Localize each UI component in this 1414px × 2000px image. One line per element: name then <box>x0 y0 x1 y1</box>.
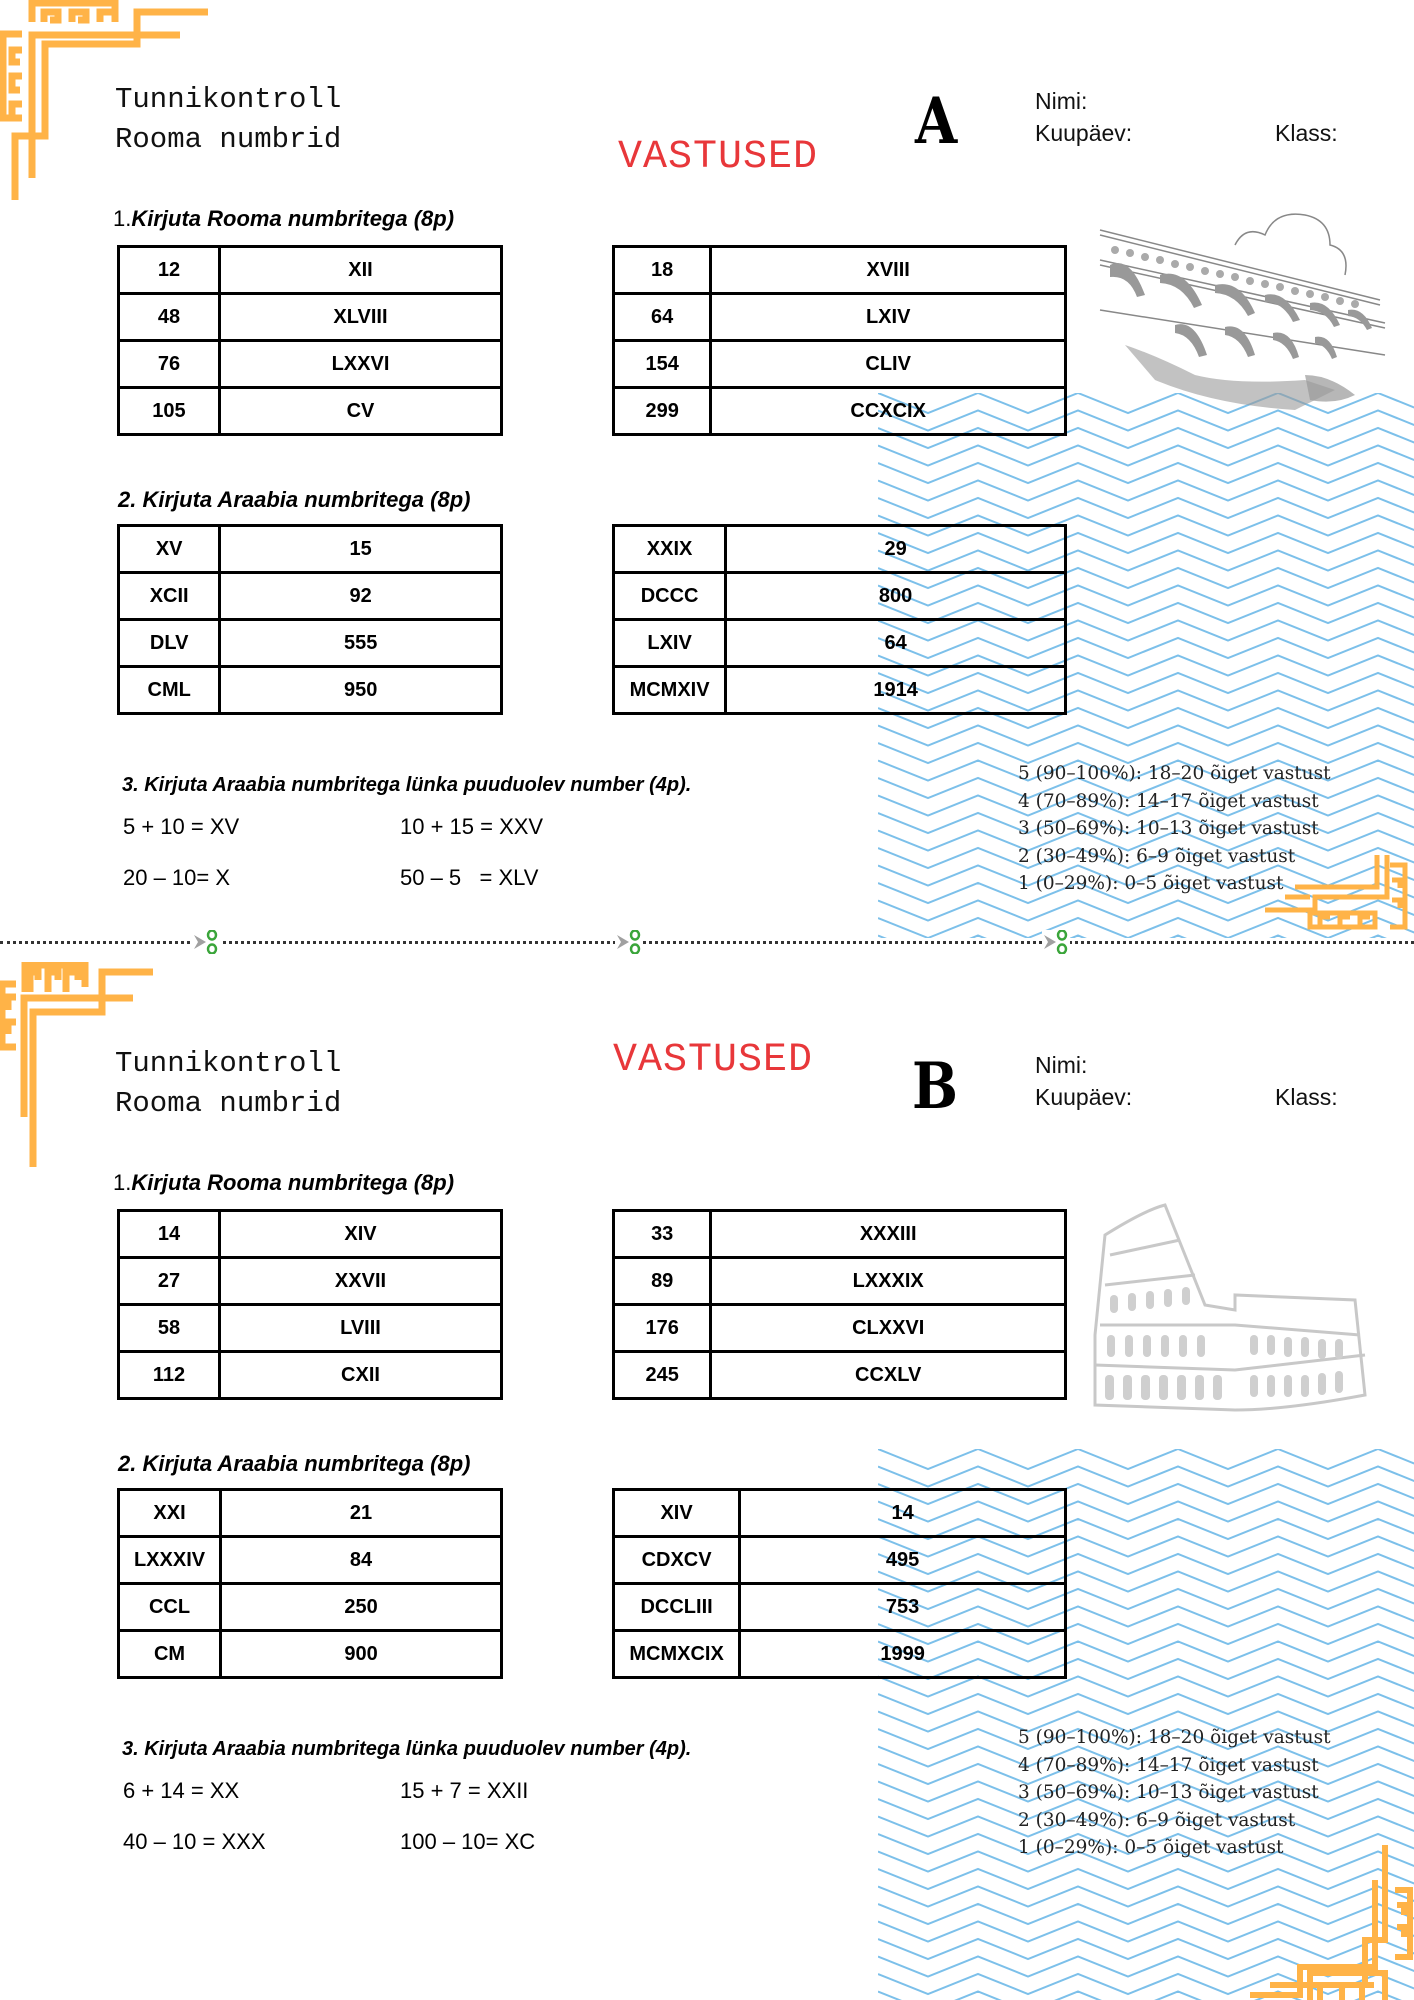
class-label: Klass: <box>1275 1084 1338 1110</box>
sheet-title <box>115 80 341 160</box>
answer-cell: XVIII <box>711 247 1066 294</box>
answer-cell: 950 <box>220 667 502 714</box>
prompt-cell: XIV <box>614 1490 740 1537</box>
answer-cell: 753 <box>740 1584 1066 1631</box>
table-row <box>614 1584 1066 1631</box>
table-row <box>119 620 502 667</box>
prompt-cell: CCL <box>119 1584 221 1631</box>
answer-cell: 14 <box>740 1490 1066 1537</box>
prompt-cell: 12 <box>119 247 220 294</box>
zigzag-line <box>878 481 1414 501</box>
equation: 20 – 10= X <box>123 865 231 890</box>
question-2-heading: 2. Kirjuta Araabia numbritega (8p) <box>118 1451 471 1476</box>
prompt-cell: XXI <box>119 1490 221 1537</box>
prompt-cell: 33 <box>614 1211 711 1258</box>
colosseum-illustration <box>1085 1195 1385 1420</box>
question-number: 1. <box>113 1170 132 1195</box>
answer-cell: CXII <box>219 1352 501 1399</box>
answer-cell: LXIV <box>711 294 1066 341</box>
prompt-cell: CDXCV <box>614 1537 740 1584</box>
q2-right-table <box>612 524 1067 715</box>
variant-letter: B <box>912 1049 958 1124</box>
grade-1: 1 (0–29%): 0–5 õiget vastust <box>1018 1837 1284 1858</box>
q1-right-table <box>612 245 1067 436</box>
equation: 6 + 14 = XX <box>123 1778 240 1803</box>
zigzag-line <box>878 1677 1414 1697</box>
table-row <box>614 1490 1066 1537</box>
question-text: Kirjuta Rooma numbritega (8p) <box>131 206 455 231</box>
table-row <box>614 294 1066 341</box>
prompt-cell: 58 <box>119 1305 220 1352</box>
answer-cell: 1914 <box>726 667 1066 714</box>
q2-right-table <box>612 1488 1067 1679</box>
answer-cell: 555 <box>220 620 502 667</box>
answers-stamp: VASTUSED <box>613 1038 814 1083</box>
answer-cell: 15 <box>220 526 502 573</box>
prompt-cell: LXIV <box>614 620 726 667</box>
date-label: Kuupäev: <box>1035 120 1133 146</box>
q2-left-table <box>117 524 503 715</box>
zigzag-line <box>878 446 1414 466</box>
prompt-cell: LXXXIV <box>119 1537 221 1584</box>
answer-cell: LVIII <box>219 1305 501 1352</box>
prompt-cell: 299 <box>614 388 711 435</box>
date-label: Kuupäev: <box>1035 1084 1133 1110</box>
table-row <box>614 1211 1066 1258</box>
zigzag-line <box>878 498 1414 518</box>
table-row <box>119 341 502 388</box>
question-1-heading <box>113 206 454 232</box>
answer-cell: CV <box>219 388 501 435</box>
prompt-cell: 89 <box>614 1258 711 1305</box>
grade-1: 1 (0–29%): 0–5 õiget vastust <box>1018 873 1284 894</box>
prompt-cell: MCMXIV <box>614 667 726 714</box>
prompt-cell: 105 <box>119 388 220 435</box>
prompt-cell: 154 <box>614 341 711 388</box>
table-row <box>119 247 502 294</box>
prompt-cell: 245 <box>614 1352 711 1399</box>
answer-cell: 800 <box>726 573 1066 620</box>
answer-cell: XLVIII <box>219 294 501 341</box>
q1-left-table <box>117 245 503 436</box>
grade-2: 2 (30–49%): 6–9 õiget vastust <box>1018 1809 1296 1831</box>
prompt-cell: 14 <box>119 1211 220 1258</box>
answers-stamp: VASTUSED <box>618 135 819 180</box>
answer-cell: XIV <box>219 1211 501 1258</box>
question-3-heading: 3. Kirjuta Araabia numbritega lünka puuduolev number (4p). <box>122 774 692 796</box>
table-row <box>119 1211 502 1258</box>
zigzag-line <box>878 726 1414 746</box>
scissors-icon <box>192 930 220 954</box>
question-1-heading <box>113 1170 454 1196</box>
title-line-1: Tunnikontroll <box>115 1047 342 1080</box>
table-row <box>614 1305 1066 1352</box>
zigzag-line <box>878 1467 1414 1487</box>
question-text: Kirjuta Rooma numbritega (8p) <box>131 1170 455 1195</box>
question-2-heading: 2. Kirjuta Araabia numbritega (8p) <box>118 487 471 512</box>
answer-cell: 29 <box>726 526 1066 573</box>
title-line-2: Rooma numbrid <box>115 123 342 156</box>
grade-4: 4 (70–89%): 14–17 õiget vastust <box>1018 790 1319 812</box>
grading-scale <box>1018 1724 1331 1862</box>
table-row <box>614 388 1066 435</box>
scissors-icon <box>1042 930 1070 954</box>
equation: 50 – 5 = XLV <box>400 865 539 890</box>
name-label: Nimi: <box>1035 1052 1088 1078</box>
answer-cell: 84 <box>221 1537 502 1584</box>
prompt-cell: DCCLIII <box>614 1584 740 1631</box>
table-row <box>614 573 1066 620</box>
sheet-title <box>115 1044 341 1124</box>
prompt-cell: XV <box>119 526 220 573</box>
zigzag-line <box>878 1694 1414 1714</box>
answer-cell: XXVII <box>219 1258 501 1305</box>
table-row <box>119 1352 502 1399</box>
equation: 5 + 10 = XV <box>123 814 240 839</box>
answer-cell: 900 <box>221 1631 502 1678</box>
equation: 100 – 10= XC <box>400 1829 536 1854</box>
class-label: Klass: <box>1275 120 1338 146</box>
question-3-heading: 3. Kirjuta Araabia numbritega lünka puuduolev number (4p). <box>122 1738 692 1760</box>
answer-cell: XII <box>219 247 501 294</box>
grade-5: 5 (90–100%): 18–20 õiget vastust <box>1018 763 1331 784</box>
prompt-cell: 112 <box>119 1352 220 1399</box>
prompt-cell: 176 <box>614 1305 711 1352</box>
table-row <box>119 294 502 341</box>
grade-2: 2 (30–49%): 6–9 õiget vastust <box>1018 845 1296 867</box>
answer-cell: 92 <box>220 573 502 620</box>
q2-left-table <box>117 1488 503 1679</box>
title-line-2: Rooma numbrid <box>115 1087 342 1120</box>
table-row <box>119 1584 502 1631</box>
answer-cell: 64 <box>726 620 1066 667</box>
question-number: 1. <box>113 206 132 231</box>
prompt-cell: 18 <box>614 247 711 294</box>
answer-cell: CLXXVI <box>711 1305 1066 1352</box>
grade-3: 3 (50–69%): 10–13 õiget vastust <box>1018 818 1319 839</box>
q1-right-table <box>612 1209 1067 1400</box>
prompt-cell: 76 <box>119 341 220 388</box>
title-line-1: Tunnikontroll <box>115 83 342 116</box>
equation: 15 + 7 = XXII <box>400 1778 529 1803</box>
answer-cell: 21 <box>221 1490 502 1537</box>
variant-letter: A <box>915 84 958 159</box>
table-row <box>614 341 1066 388</box>
prompt-cell: 48 <box>119 294 220 341</box>
equation: 40 – 10 = XXX <box>123 1829 266 1854</box>
prompt-cell: DCCC <box>614 573 726 620</box>
table-row <box>119 1258 502 1305</box>
table-row <box>119 1537 502 1584</box>
table-row <box>119 667 502 714</box>
answer-cell: CCXCIX <box>711 388 1066 435</box>
table-row <box>614 620 1066 667</box>
table-row <box>614 1258 1066 1305</box>
grade-4: 4 (70–89%): 14–17 õiget vastust <box>1018 1754 1319 1776</box>
answer-cell: CLIV <box>711 341 1066 388</box>
table-row <box>119 573 502 620</box>
answer-cell: XXXIII <box>711 1211 1066 1258</box>
prompt-cell: XCII <box>119 573 220 620</box>
answer-cell: CCXLV <box>711 1352 1066 1399</box>
table-row <box>119 1305 502 1352</box>
zigzag-line <box>878 1449 1414 1469</box>
prompt-cell: 27 <box>119 1258 220 1305</box>
equation: 10 + 15 = XXV <box>400 814 544 839</box>
aqueduct-illustration <box>1085 205 1410 440</box>
prompt-cell: MCMXCIX <box>614 1631 740 1678</box>
table-row <box>614 1537 1066 1584</box>
grade-5: 5 (90–100%): 18–20 õiget vastust <box>1018 1727 1331 1748</box>
table-row <box>614 667 1066 714</box>
table-row <box>614 247 1066 294</box>
table-row <box>119 388 502 435</box>
table-row <box>614 1631 1066 1678</box>
grading-scale <box>1018 760 1331 898</box>
name-label: Nimi: <box>1035 88 1088 114</box>
answer-cell: 495 <box>740 1537 1066 1584</box>
table-row <box>614 526 1066 573</box>
prompt-cell: CM <box>119 1631 221 1678</box>
prompt-cell: 64 <box>614 294 711 341</box>
table-row <box>119 1490 502 1537</box>
prompt-cell: DLV <box>119 620 220 667</box>
table-row <box>119 1631 502 1678</box>
zigzag-line <box>878 463 1414 483</box>
table-row <box>614 1352 1066 1399</box>
prompt-cell: CML <box>119 667 220 714</box>
answer-cell: LXXVI <box>219 341 501 388</box>
table-row <box>119 526 502 573</box>
answer-cell: 1999 <box>740 1631 1066 1678</box>
grade-3: 3 (50–69%): 10–13 õiget vastust <box>1018 1782 1319 1803</box>
scissors-icon <box>615 930 643 954</box>
answer-cell: 250 <box>221 1584 502 1631</box>
answer-cell: LXXXIX <box>711 1258 1066 1305</box>
prompt-cell: XXIX <box>614 526 726 573</box>
q1-left-table <box>117 1209 503 1400</box>
greek-key-ornament-bottom-right-b <box>1250 1845 1414 2000</box>
